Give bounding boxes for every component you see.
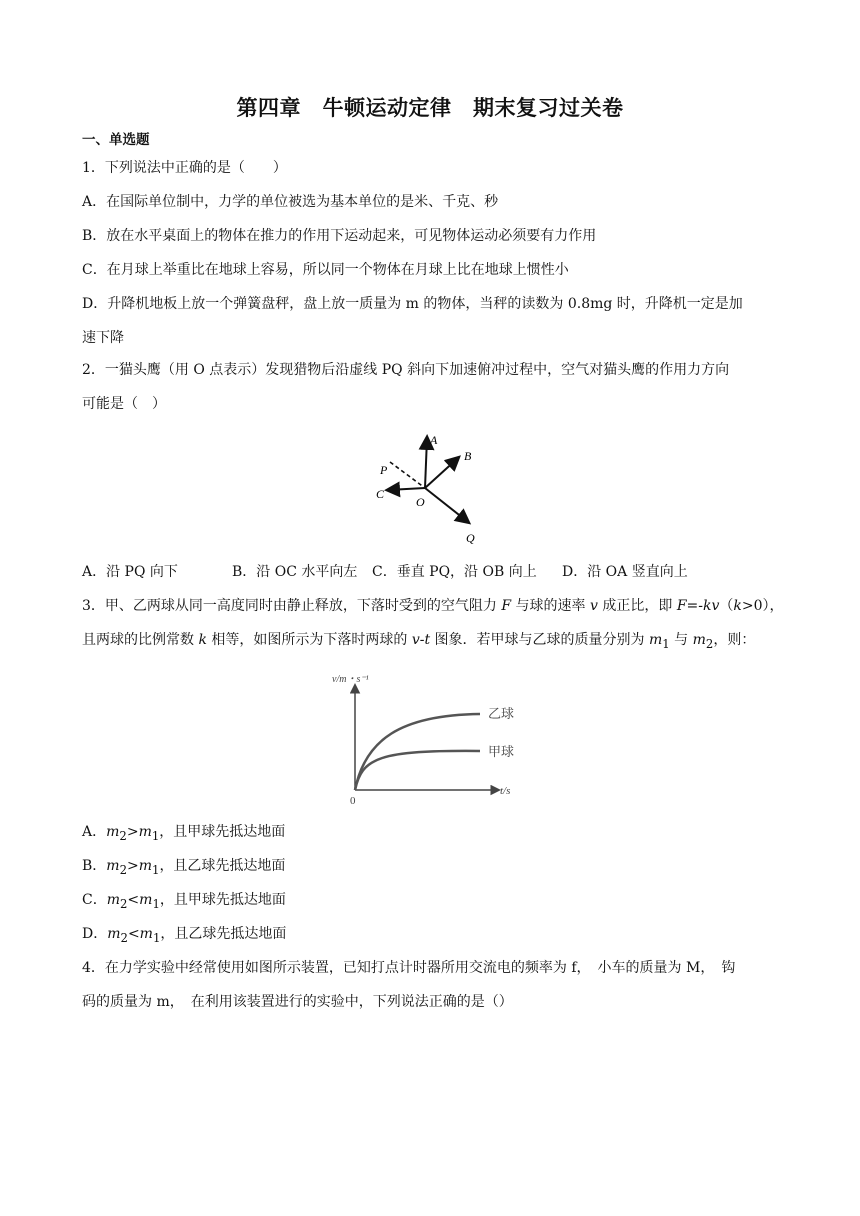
origin-label: 0 — [350, 795, 356, 807]
q3-option — [82, 856, 285, 880]
q3-stem-text: 图象．若甲球与乙球的质量分别为 — [430, 632, 650, 648]
q3-stem-text: 且两球的比例常数 — [82, 632, 199, 648]
arrow-ob — [425, 458, 458, 488]
q3-option — [82, 890, 286, 914]
q3-var-k: k — [733, 598, 742, 614]
q3-stem-text: （ — [719, 598, 734, 614]
q3-option-sb: 1 — [152, 862, 160, 877]
label-q: Q — [466, 531, 475, 545]
q3-option-op: < — [127, 926, 140, 942]
label-b: B — [464, 449, 472, 463]
q3-option-tail: ，且甲球先抵达地面 — [159, 824, 286, 840]
curve-jia-label: 甲球 — [488, 745, 515, 760]
q3-option-tail: ，且乙球先抵达地面 — [159, 858, 286, 874]
q3-stem-text: >0）， — [741, 598, 784, 614]
curve-yi-label: 乙球 — [488, 707, 515, 722]
q3-option-m-b: m — [138, 858, 153, 874]
q3-option-m-a: m — [106, 824, 120, 840]
q3-option-tail: ，且甲球先抵达地面 — [159, 892, 286, 908]
arrow-oa — [425, 438, 427, 488]
q4-stem-continued: 码的质量为 m， 在利用该装置进行的实验中，下列说法正确的是（） — [82, 994, 513, 1010]
q3-var-k: k — [198, 632, 207, 648]
q3-option-m-b: m — [139, 926, 153, 942]
q1-stem: 1．下列说法中正确的是（ ） — [82, 160, 287, 176]
q3-var-m2: m — [692, 632, 706, 648]
q3-stem-continued — [82, 630, 755, 654]
section-heading: 一、单选题 — [82, 132, 150, 148]
label-p: P — [380, 463, 388, 477]
page-title: 第四章 牛顿运动定律 期末复习过关卷 — [236, 96, 624, 120]
q1-option-a: A．在国际单位制中，力学的单位被选为基本单位的是米、千克、秒 — [82, 194, 499, 210]
q3-stem-text: 与 — [669, 632, 693, 648]
q3-equation: F=-kv — [676, 598, 720, 614]
q4-stem: 4．在力学实验中经常使用如图所示装置，已知打点计时器所用交流电的频率为 f， 小车的质量为 M， 钩 — [82, 960, 736, 976]
q3-stem — [82, 596, 784, 616]
q3-option-sa: 2 — [119, 828, 127, 843]
q3-stem-text: ，则： — [713, 632, 756, 648]
q2-option-d: D．沿 OA 竖直向上 — [562, 564, 688, 580]
q2-option-b: B．沿 OC 水平向左 — [232, 564, 358, 580]
y-axis-label: v/m・s⁻¹ — [332, 674, 369, 685]
q3-option-op: > — [127, 858, 139, 874]
q3-var-f: F — [501, 598, 512, 614]
x-axis-label: t/s — [500, 785, 511, 797]
q3-option-sb: 1 — [151, 828, 160, 843]
q3-option-m-b: m — [139, 892, 153, 908]
q2-option-a: A．沿 PQ 向下 — [82, 564, 178, 580]
q3-option-op: < — [127, 892, 140, 908]
label-c: C — [376, 487, 385, 501]
q3-stem-text: 3．甲、乙两球从同一高度同时由静止释放，下落时受到的空气阻力 — [82, 598, 502, 614]
q3-subscript: 1 — [662, 636, 670, 651]
arrow-oq — [425, 488, 468, 522]
q3-option-sb: 1 — [152, 930, 161, 945]
q3-stem-text: 与球的速率 — [511, 598, 590, 614]
q2-stem: 2．一猫头鹰（用 O 点表示）发现猎物后沿虚线 PQ 斜向下加速俯冲过程中，空气对猫头鹰的作用力方向 — [82, 362, 730, 378]
q1-option-d-continued: 速下降 — [82, 330, 124, 346]
q2-stem-continued: 可能是（ ） — [82, 396, 166, 412]
arrow-oc — [388, 488, 425, 490]
curve-jia — [355, 751, 480, 790]
q3-var-m1: m — [649, 632, 663, 648]
q3-option-tail: ，且乙球先抵达地面 — [160, 926, 287, 942]
q3-option-sb: 1 — [152, 896, 160, 911]
q2-option-c: C．垂直 PQ，沿 OB 向上 — [372, 564, 537, 580]
q3-option-op: > — [126, 824, 139, 840]
q3-option-letter: B． — [82, 858, 107, 874]
q2-options — [82, 562, 688, 582]
q3-stem-text: 相等，如图所示为下落时两球的 — [206, 632, 412, 648]
q3-option-sa: 2 — [120, 930, 128, 945]
q1-option-c: C．在月球上举重比在地球上容易，所以同一个物体在月球上比在地球上惯性小 — [82, 262, 569, 278]
q3-option-m-a: m — [107, 926, 121, 942]
q3-option-sa: 2 — [120, 896, 128, 911]
owl-force-diagram — [370, 428, 490, 548]
q3-var-vt: v-t — [411, 632, 431, 648]
q3-option — [82, 822, 285, 846]
dashed-line-po — [390, 462, 425, 488]
q3-option — [82, 924, 286, 948]
q1-option-d: D．升降机地板上放一个弹簧盘秤，盘上放一质量为 m 的物体，当秤的读数为 0.8mg 时，升降机一定是加 — [82, 296, 743, 312]
q1-option-b: B．放在水平桌面上的物体在推力的作用下运动起来，可见物体运动必须要有力作用 — [82, 228, 597, 244]
q3-var-v: v — [589, 598, 598, 614]
q3-option-letter: D． — [82, 926, 108, 942]
q3-option-m-a: m — [106, 858, 120, 874]
vt-graph — [330, 670, 540, 810]
q3-option-m-a: m — [106, 892, 120, 908]
q3-option-m-b: m — [138, 824, 152, 840]
q3-subscript: 2 — [705, 636, 714, 651]
q3-option-letter: A． — [82, 824, 107, 840]
label-a: A — [430, 433, 438, 447]
q3-option-letter: C． — [82, 892, 107, 908]
q3-option-sa: 2 — [119, 862, 127, 877]
label-o: O — [416, 495, 425, 509]
q3-stem-text: 成正比，即 — [597, 598, 677, 614]
